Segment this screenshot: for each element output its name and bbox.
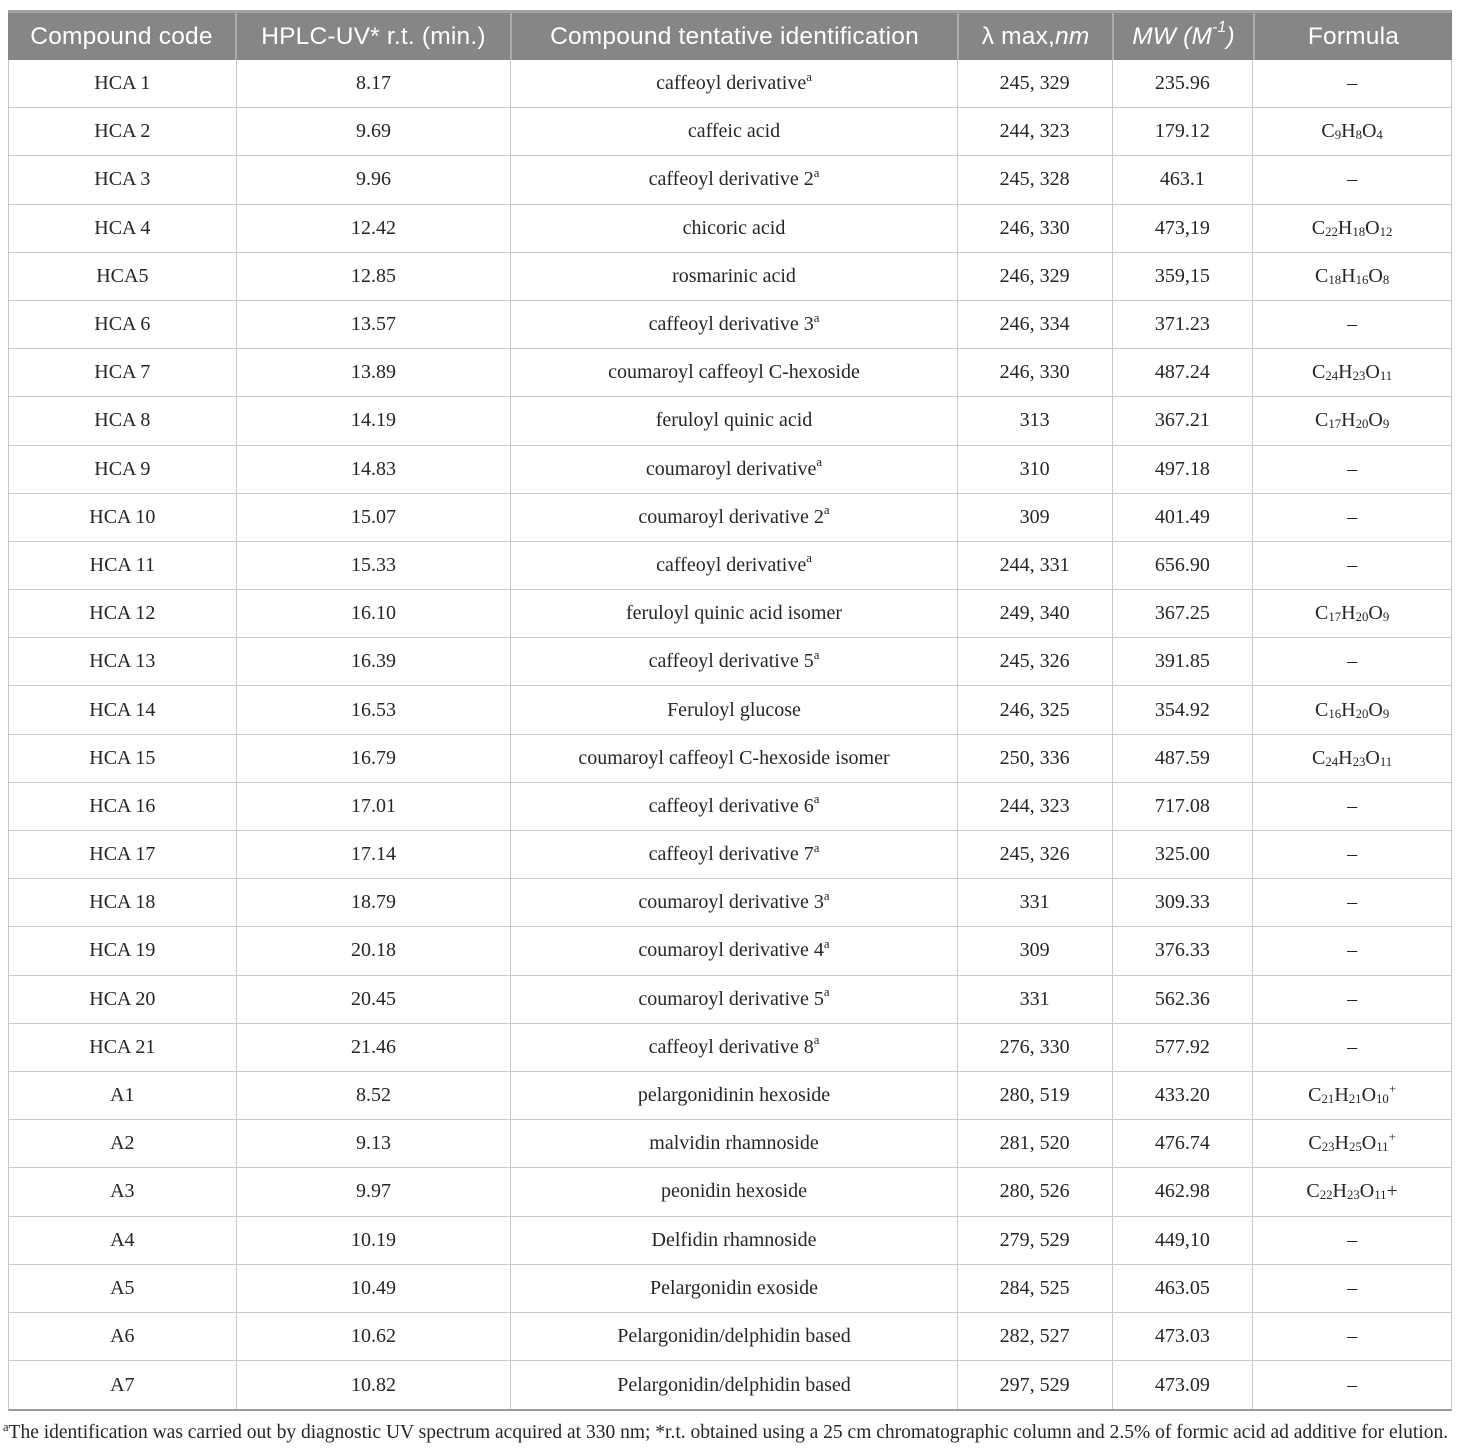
cell-mw: 325.00 — [1112, 831, 1253, 878]
cell-formula: C $_{22}$ H $_{23}$ O $_{11}$ + — [1252, 1168, 1451, 1215]
cell-mw: 487.59 — [1112, 735, 1253, 782]
cell-formula: C $_{18}$ H $_{16}$ O $_8$ — [1252, 253, 1451, 300]
cell-compound-code: HCA 15 — [89, 746, 156, 769]
cell-lambda-max: 282, 527 — [957, 1313, 1112, 1360]
table-row — [9, 205, 1451, 253]
cell-formula: – — [1252, 976, 1451, 1023]
cell-lambda-max: 245, 326 — [957, 638, 1112, 685]
cell-formula: – — [1252, 879, 1451, 926]
cell-formula: – — [1252, 494, 1451, 541]
cell-formula: – — [1252, 301, 1451, 348]
cell-formula: – — [1252, 1024, 1451, 1071]
cell-compound-code: A6 — [110, 1324, 135, 1347]
column-header: λ max, nm — [957, 13, 1112, 60]
cell-compound-code: HCA 20 — [89, 987, 156, 1010]
table-row — [9, 590, 1451, 638]
cell-mw: 656.90 — [1112, 542, 1253, 589]
cell-mw: 562.36 — [1112, 976, 1253, 1023]
cell-compound-code: HCA 1 — [94, 72, 151, 95]
cell-lambda-max: 246, 334 — [957, 301, 1112, 348]
cell-identification: caffeoyl derivative 7 $^a$ — [510, 831, 957, 878]
cell-identification: coumaroyl derivative 2 $^a$ — [510, 494, 957, 541]
cell-lambda-max: 280, 526 — [957, 1168, 1112, 1215]
cell-identification: coumaroyl derivative 4 $^a$ — [510, 927, 957, 974]
cell-rt: 12.85 — [236, 253, 511, 300]
cell-identification: caffeoyl derivative 2 $^a$ — [510, 156, 957, 203]
cell-compound-code: A2 — [110, 1132, 135, 1155]
compound-table — [3, 10, 1452, 1444]
cell-compound-code: HCA 16 — [89, 794, 156, 817]
table-row — [9, 638, 1451, 686]
cell-compound-code: HCA 18 — [89, 891, 156, 914]
cell-lambda-max: 245, 328 — [957, 156, 1112, 203]
cell-formula: C $_{17}$ H $_{20}$ O $_9$ — [1252, 397, 1451, 444]
cell-lambda-max: 249, 340 — [957, 590, 1112, 637]
cell-formula: C $_{16}$ H $_{20}$ O $_9$ — [1252, 686, 1451, 733]
cell-rt: 16.10 — [236, 590, 511, 637]
cell-rt: 17.01 — [236, 783, 511, 830]
cell-identification: caffeoyl derivative $^a$ — [510, 60, 957, 107]
cell-lambda-max: 250, 336 — [957, 735, 1112, 782]
cell-rt: 14.83 — [236, 446, 511, 493]
table-row — [9, 542, 1451, 590]
cell-identification: caffeic acid — [510, 108, 957, 155]
cell-compound-code: A3 — [110, 1180, 135, 1203]
cell-compound-code: HCA 12 — [89, 602, 156, 625]
cell-rt: 9.13 — [236, 1120, 511, 1167]
table-row — [9, 1361, 1451, 1409]
cell-formula: – — [1252, 783, 1451, 830]
cell-formula: – — [1252, 446, 1451, 493]
cell-mw: 449,10 — [1112, 1217, 1253, 1264]
cell-lambda-max: 246, 330 — [957, 349, 1112, 396]
cell-identification: caffeoyl derivative 5 $^a$ — [510, 638, 957, 685]
cell-formula: C $_{24}$ H $_{23}$ O $_{11}$ — [1252, 349, 1451, 396]
table-row — [9, 494, 1451, 542]
table-header-row — [8, 10, 1452, 60]
cell-lambda-max: 245, 329 — [957, 60, 1112, 107]
cell-rt: 13.57 — [236, 301, 511, 348]
cell-rt: 18.79 — [236, 879, 511, 926]
cell-mw: 391.85 — [1112, 638, 1253, 685]
column-header: Formula — [1253, 13, 1452, 60]
cell-mw: 376.33 — [1112, 927, 1253, 974]
cell-mw: 367.21 — [1112, 397, 1253, 444]
cell-lambda-max: 244, 323 — [957, 783, 1112, 830]
cell-identification: Feruloyl glucose — [510, 686, 957, 733]
table-body — [8, 60, 1452, 1411]
cell-compound-code: A5 — [110, 1276, 135, 1299]
cell-rt: 8.52 — [236, 1072, 511, 1119]
cell-rt: 15.33 — [236, 542, 511, 589]
cell-formula: – — [1252, 1361, 1451, 1409]
cell-compound-code: HCA 4 — [94, 216, 151, 239]
table-row — [9, 686, 1451, 734]
cell-lambda-max: 244, 331 — [957, 542, 1112, 589]
cell-formula: C $_{22}$ H $_{18}$ O $_{12}$ — [1252, 205, 1451, 252]
cell-lambda-max: 245, 326 — [957, 831, 1112, 878]
cell-identification: Pelargonidin/delphidin based — [510, 1361, 957, 1409]
cell-identification: feruloyl quinic acid — [510, 397, 957, 444]
table-row — [9, 301, 1451, 349]
column-header: Compound code — [30, 22, 213, 50]
cell-rt: 9.97 — [236, 1168, 511, 1215]
cell-compound-code: HCA 7 — [94, 361, 151, 384]
cell-rt: 15.07 — [236, 494, 511, 541]
table-row — [9, 735, 1451, 783]
cell-lambda-max: 246, 325 — [957, 686, 1112, 733]
cell-lambda-max: 310 — [957, 446, 1112, 493]
cell-mw: 476.74 — [1112, 1120, 1253, 1167]
cell-compound-code: HCA5 — [96, 264, 149, 287]
cell-formula: – — [1252, 1217, 1451, 1264]
cell-formula: – — [1252, 1313, 1451, 1360]
cell-compound-code: A4 — [110, 1228, 135, 1251]
table-row — [9, 879, 1451, 927]
table-row — [9, 1168, 1451, 1216]
cell-mw: 433.20 — [1112, 1072, 1253, 1119]
cell-compound-code: HCA 19 — [89, 939, 156, 962]
cell-mw: 487.24 — [1112, 349, 1253, 396]
cell-rt: 10.62 — [236, 1313, 511, 1360]
cell-rt: 16.39 — [236, 638, 511, 685]
cell-formula: – — [1252, 542, 1451, 589]
cell-identification: Pelargonidin exoside — [510, 1265, 957, 1312]
cell-rt: 10.19 — [236, 1217, 511, 1264]
footnote-marker: a — [3, 1420, 9, 1435]
cell-rt: 10.49 — [236, 1265, 511, 1312]
cell-identification: caffeoyl derivative 6 $^a$ — [510, 783, 957, 830]
cell-formula: – — [1252, 638, 1451, 685]
table-row — [9, 60, 1451, 108]
cell-lambda-max: 281, 520 — [957, 1120, 1112, 1167]
cell-rt: 16.53 — [236, 686, 511, 733]
cell-identification: peonidin hexoside — [510, 1168, 957, 1215]
cell-compound-code: HCA 11 — [89, 553, 156, 576]
cell-lambda-max: 331 — [957, 976, 1112, 1023]
cell-rt: 21.46 — [236, 1024, 511, 1071]
cell-identification: rosmarinic acid — [510, 253, 957, 300]
footnote — [3, 1422, 1452, 1444]
cell-mw: 309.33 — [1112, 879, 1253, 926]
cell-identification: coumaroyl caffeoyl C-hexoside — [510, 349, 957, 396]
cell-rt: 13.89 — [236, 349, 511, 396]
column-header: Compound tentative identification — [510, 13, 957, 60]
cell-rt: 8.17 — [236, 60, 511, 107]
cell-mw: 371.23 — [1112, 301, 1253, 348]
cell-compound-code: HCA 17 — [89, 843, 156, 866]
cell-lambda-max: 331 — [957, 879, 1112, 926]
cell-identification: pelargonidinin hexoside — [510, 1072, 957, 1119]
cell-compound-code: HCA 21 — [89, 1035, 156, 1058]
cell-rt: 14.19 — [236, 397, 511, 444]
cell-mw: 717.08 — [1112, 783, 1253, 830]
table-row — [9, 1072, 1451, 1120]
cell-identification: caffeoyl derivative 3 $^a$ — [510, 301, 957, 348]
cell-compound-code: HCA 9 — [94, 457, 151, 480]
cell-lambda-max: 297, 529 — [957, 1361, 1112, 1409]
table-row — [9, 831, 1451, 879]
cell-mw: 462.98 — [1112, 1168, 1253, 1215]
cell-mw: 354.92 — [1112, 686, 1253, 733]
cell-formula: – — [1252, 1265, 1451, 1312]
cell-lambda-max: 246, 329 — [957, 253, 1112, 300]
table-row — [9, 397, 1451, 445]
cell-identification: Delfidin rhamnoside — [510, 1217, 957, 1264]
cell-identification: coumaroyl derivative 5 $^a$ — [510, 976, 957, 1023]
cell-compound-code: HCA 10 — [89, 505, 156, 528]
cell-compound-code: HCA 3 — [94, 168, 151, 191]
cell-rt: 10.82 — [236, 1361, 511, 1409]
cell-mw: 497.18 — [1112, 446, 1253, 493]
cell-lambda-max: 313 — [957, 397, 1112, 444]
cell-formula: C $_{24}$ H $_{23}$ O $_{11}$ — [1252, 735, 1451, 782]
cell-formula: C $_{21}$ H $_{21}$ O $_{10}$ + — [1252, 1072, 1451, 1119]
cell-compound-code: HCA 2 — [94, 120, 151, 143]
cell-mw: 359,15 — [1112, 253, 1253, 300]
cell-identification: caffeoyl derivative 8 $^a$ — [510, 1024, 957, 1071]
cell-lambda-max: 280, 519 — [957, 1072, 1112, 1119]
table-row — [9, 446, 1451, 494]
cell-lambda-max: 244, 323 — [957, 108, 1112, 155]
cell-formula: – — [1252, 831, 1451, 878]
cell-compound-code: A7 — [110, 1373, 135, 1396]
cell-lambda-max: 279, 529 — [957, 1217, 1112, 1264]
table-row — [9, 927, 1451, 975]
cell-identification: chicoric acid — [510, 205, 957, 252]
cell-identification: coumaroyl derivative 3 $^a$ — [510, 879, 957, 926]
cell-formula: – — [1252, 927, 1451, 974]
cell-rt: 12.42 — [236, 205, 511, 252]
column-header: MW (M $^{-1}$ ) — [1112, 13, 1253, 60]
cell-formula: C $_{17}$ H $_{20}$ O $_9$ — [1252, 590, 1451, 637]
cell-identification: coumaroyl caffeoyl C-hexoside isomer — [510, 735, 957, 782]
cell-mw: 463.1 — [1112, 156, 1253, 203]
table-row — [9, 253, 1451, 301]
cell-identification: feruloyl quinic acid isomer — [510, 590, 957, 637]
cell-identification: Pelargonidin/delphidin based — [510, 1313, 957, 1360]
cell-identification: malvidin rhamnoside — [510, 1120, 957, 1167]
cell-mw: 473.03 — [1112, 1313, 1253, 1360]
cell-rt: 20.45 — [236, 976, 511, 1023]
cell-lambda-max: 246, 330 — [957, 205, 1112, 252]
table-row — [9, 1313, 1451, 1361]
cell-formula: – — [1252, 60, 1451, 107]
cell-lambda-max: 309 — [957, 927, 1112, 974]
cell-mw: 473.09 — [1112, 1361, 1253, 1409]
table-row — [9, 1265, 1451, 1313]
table-row — [9, 976, 1451, 1024]
footnote-text: The identification was carried out by diagnostic UV spectrum acquired at 330 nm; *r.t. obtained using a 25 cm chromatographic column and 2.5% of formic acid ad additive for elution. — [8, 1422, 1449, 1444]
column-header: HPLC-UV* r.t. (min.) — [235, 13, 510, 60]
cell-compound-code: HCA 8 — [94, 409, 151, 432]
cell-mw: 463.05 — [1112, 1265, 1253, 1312]
cell-formula: C $_{23}$ H $_{25}$ O $_{11}$ + — [1252, 1120, 1451, 1167]
cell-mw: 473,19 — [1112, 205, 1253, 252]
cell-lambda-max: 276, 330 — [957, 1024, 1112, 1071]
cell-rt: 9.96 — [236, 156, 511, 203]
cell-mw: 577.92 — [1112, 1024, 1253, 1071]
table-row — [9, 783, 1451, 831]
cell-rt: 17.14 — [236, 831, 511, 878]
cell-compound-code: HCA 14 — [89, 698, 156, 721]
cell-rt: 9.69 — [236, 108, 511, 155]
cell-compound-code: A1 — [110, 1084, 135, 1107]
cell-mw: 401.49 — [1112, 494, 1253, 541]
table-row — [9, 1024, 1451, 1072]
table-row — [9, 349, 1451, 397]
cell-mw: 367.25 — [1112, 590, 1253, 637]
cell-mw: 235.96 — [1112, 60, 1253, 107]
cell-compound-code: HCA 6 — [94, 313, 151, 336]
cell-identification: caffeoyl derivative $^a$ — [510, 542, 957, 589]
cell-mw: 179.12 — [1112, 108, 1253, 155]
cell-formula: – — [1252, 156, 1451, 203]
table-row — [9, 1217, 1451, 1265]
cell-formula: C $_9$ H $_8$ O $_4$ — [1252, 108, 1451, 155]
table-row — [9, 108, 1451, 156]
cell-rt: 16.79 — [236, 735, 511, 782]
table-row — [9, 156, 1451, 204]
cell-compound-code: HCA 13 — [89, 650, 156, 673]
cell-rt: 20.18 — [236, 927, 511, 974]
cell-identification: coumaroyl derivative $^a$ — [510, 446, 957, 493]
cell-lambda-max: 309 — [957, 494, 1112, 541]
cell-lambda-max: 284, 525 — [957, 1265, 1112, 1312]
table-row — [9, 1120, 1451, 1168]
